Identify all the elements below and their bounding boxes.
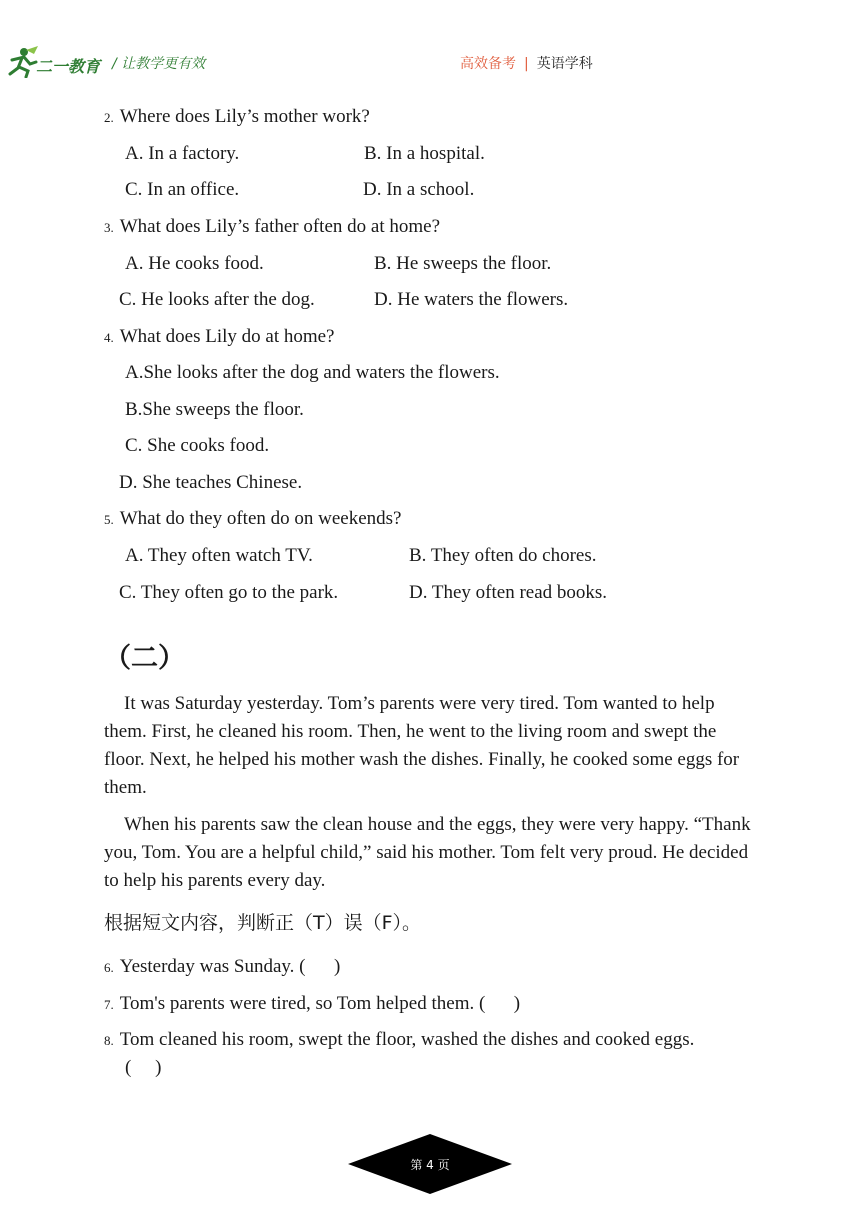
paragraph-text: When his parents saw the clean house and the eggs, they were very happy. “Thank you, Tom. You are a helpful child,” said his mother. Tom felt very proud. He decided to help his parents every day. [104,814,751,891]
question-4 [104,325,335,350]
question-8 [104,1028,694,1053]
question-3 [104,215,440,240]
question-number: 3. [104,220,114,235]
runner-icon [4,46,40,78]
option-a: A. They often watch TV. [125,545,313,566]
question-6 [104,955,340,980]
answer-blank: ( ) [125,1057,162,1078]
brand-name: 二一教育 [36,57,101,76]
option-b: B. They often do chores. [409,545,597,566]
option-d: D. They often read books. [409,582,608,603]
section-title: （二） [104,643,185,674]
page-header [0,40,860,84]
question-number: 8. [104,1033,114,1048]
question-number: 6. [104,960,114,975]
paragraph-text: It was Saturday yesterday. Tom’s parents were very tired. Tom wanted to help them. First, he cleaned his room. Then, he went to the living room and swept the floor. Next, he helped his mother wash the dishes. Finally, he cooked some eggs for them. [104,693,740,798]
header-subject: 英语学科 [536,56,593,72]
header-divider: | [524,56,529,72]
question-number: 4. [104,330,114,345]
option-d: D. He waters the flowers. [374,289,569,310]
option-d: D. She teaches Chinese. [119,472,303,493]
option-a: A. In a factory. [125,143,240,164]
header-right [460,53,593,73]
passage-paragraph-1 [104,690,754,802]
question-number: 7. [104,997,114,1012]
option-a: A. He cooks food. [125,253,264,274]
question-7 [104,992,520,1017]
question-text: What do they often do on weekends? [119,508,402,529]
question-text: Tom cleaned his room, swept the floor, washed the dishes and cooked eggs. [119,1029,695,1050]
instruction: 根据短文内容，判断正（T）误（F）。 [104,912,422,934]
passage-paragraph-2 [104,811,754,895]
page-number: 第 4 页 [410,1158,450,1172]
option-b: B. In a hospital. [364,143,485,164]
option-c: C. In an office. [125,179,240,200]
brand-slogan: / 让教学更有效 [112,56,206,72]
option-d: D. In a school. [363,179,475,200]
page-footer [348,1134,512,1194]
option-a: A.She looks after the dog and waters the flowers. [125,362,500,383]
option-c: C. She cooks food. [125,435,270,456]
header-exam-label: 高效备考 [460,56,516,72]
question-number: 2. [104,110,114,125]
option-c: C. He looks after the dog. [119,289,315,310]
question-text: Where does Lily’s mother work? [119,106,370,127]
option-b: B.She sweeps the floor. [125,399,304,420]
question-number: 5. [104,512,114,527]
question-5 [104,507,402,532]
question-text: What does Lily do at home? [119,326,335,347]
option-c: C. They often go to the park. [119,582,339,603]
question-2 [104,105,370,130]
option-b: B. He sweeps the floor. [374,253,552,274]
question-text: Yesterday was Sunday. ( ) [119,956,341,977]
question-text: Tom's parents were tired, so Tom helped them. ( ) [119,993,521,1014]
question-text: What does Lily’s father often do at home? [119,216,441,237]
